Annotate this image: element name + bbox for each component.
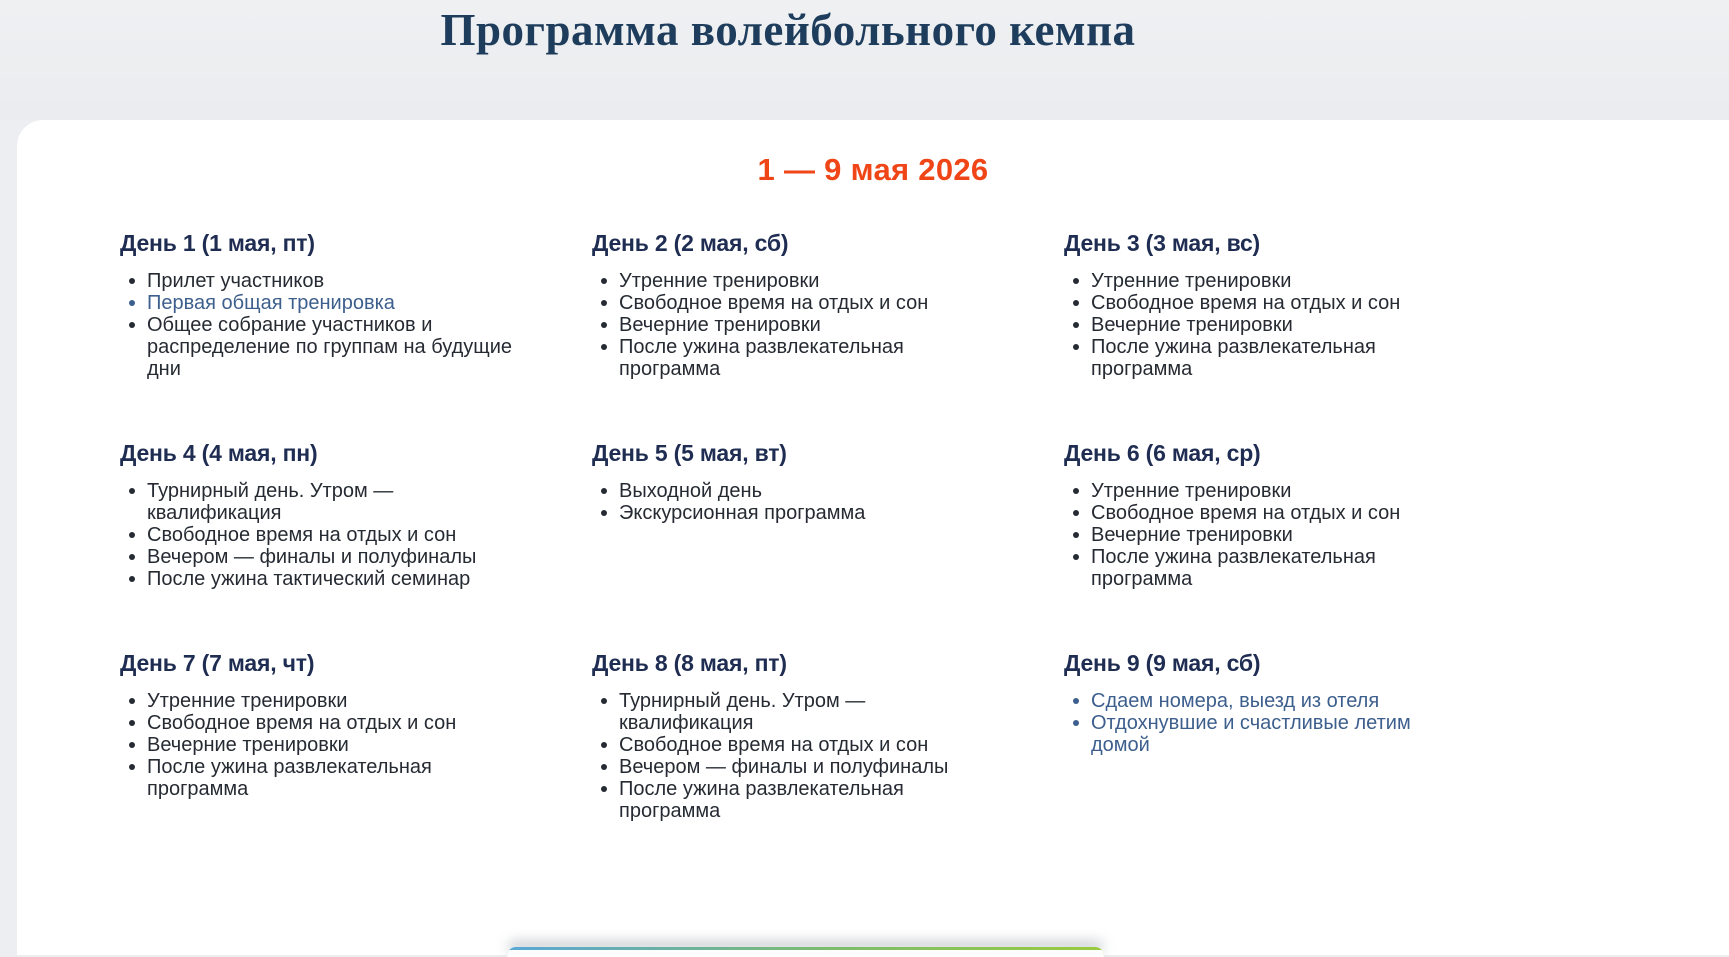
day-activities: [120, 270, 512, 380]
day-title: День 5 (5 мая, вт): [592, 440, 787, 466]
day-activities: [592, 690, 984, 822]
activity-item: Свободное время на отдых и сон: [592, 734, 984, 756]
activity-item: Свободное время на отдых и сон: [592, 292, 984, 314]
page-title: Программа волейбольного кемпа: [440, 5, 1136, 55]
day-activities: [1064, 480, 1456, 590]
activity-item: Выходной день: [592, 480, 984, 502]
day-title: День 4 (4 мая, пн): [120, 440, 318, 466]
day-title: День 1 (1 мая, пт): [120, 230, 315, 256]
activity-item: Свободное время на отдых и сон: [1064, 502, 1456, 524]
activity-item[interactable]: Первая общая тренировка: [120, 292, 512, 314]
activity-item: Вечерние тренировки: [1064, 524, 1456, 546]
day-title: День 8 (8 мая, пт): [592, 650, 787, 676]
activity-item: Утренние тренировки: [1064, 480, 1456, 502]
activity-item: Прилет участников: [120, 270, 512, 292]
day-card: [120, 230, 512, 380]
day-card: [592, 650, 984, 822]
day-title: День 2 (2 мая, сб): [592, 230, 789, 256]
activity-item: Экскурсионная программа: [592, 502, 984, 524]
activity-item: После ужина развлекательная программа: [592, 778, 984, 822]
activity-item: Свободное время на отдых и сон: [1064, 292, 1456, 314]
activity-item: Турнирный день. Утром — квалификация: [592, 690, 984, 734]
program-card: [17, 120, 1729, 955]
day-card: [592, 230, 984, 380]
days-grid: [120, 230, 1456, 822]
day-activities: [1064, 690, 1456, 756]
activity-item[interactable]: Сдаем номера, выезд из отеля: [1064, 690, 1456, 712]
day-card: [1064, 650, 1456, 822]
day-title: День 6 (6 мая, ср): [1064, 440, 1261, 466]
day-activities: [120, 690, 512, 800]
day-activities: [120, 480, 512, 590]
activity-item: После ужина тактический семинар: [120, 568, 512, 590]
day-card: [592, 440, 984, 590]
header-band: [0, 0, 1729, 120]
activity-item: Утренние тренировки: [592, 270, 984, 292]
activity-item: После ужина развлекательная программа: [592, 336, 984, 380]
activity-item: Утренние тренировки: [120, 690, 512, 712]
activity-item: После ужина развлекательная программа: [1064, 336, 1456, 380]
activity-item[interactable]: Отдохнувшие и счастливые летим домой: [1064, 712, 1456, 756]
day-card: [1064, 230, 1456, 380]
activity-item: Вечером — финалы и полуфиналы: [120, 546, 512, 568]
activity-item: Утренние тренировки: [1064, 270, 1456, 292]
activity-item: После ужина развлекательная программа: [120, 756, 512, 800]
day-card: [120, 650, 512, 822]
activity-item: Свободное время на отдых и сон: [120, 712, 512, 734]
activity-item: Свободное время на отдых и сон: [120, 524, 512, 546]
date-range-heading: 1 — 9 мая 2026: [757, 152, 989, 187]
activity-item: Вечерние тренировки: [120, 734, 512, 756]
day-title: День 9 (9 мая, сб): [1064, 650, 1261, 676]
day-title: День 7 (7 мая, чт): [120, 650, 315, 676]
activity-item: Турнирный день. Утром — квалификация: [120, 480, 512, 524]
activity-item: Вечерние тренировки: [1064, 314, 1456, 336]
activity-item: Вечерние тренировки: [592, 314, 984, 336]
activity-item: Общее собрание участников и распределение по группам на будущие дни: [120, 314, 512, 380]
activity-item: Вечером — финалы и полуфиналы: [592, 756, 984, 778]
day-activities: [592, 270, 984, 380]
day-title: День 3 (3 мая, вс): [1064, 230, 1261, 256]
day-activities: [1064, 270, 1456, 380]
day-card: [120, 440, 512, 590]
day-activities: [592, 480, 984, 524]
activity-item: После ужина развлекательная программа: [1064, 546, 1456, 590]
day-card: [1064, 440, 1456, 590]
next-section-card-edge: [507, 947, 1104, 957]
